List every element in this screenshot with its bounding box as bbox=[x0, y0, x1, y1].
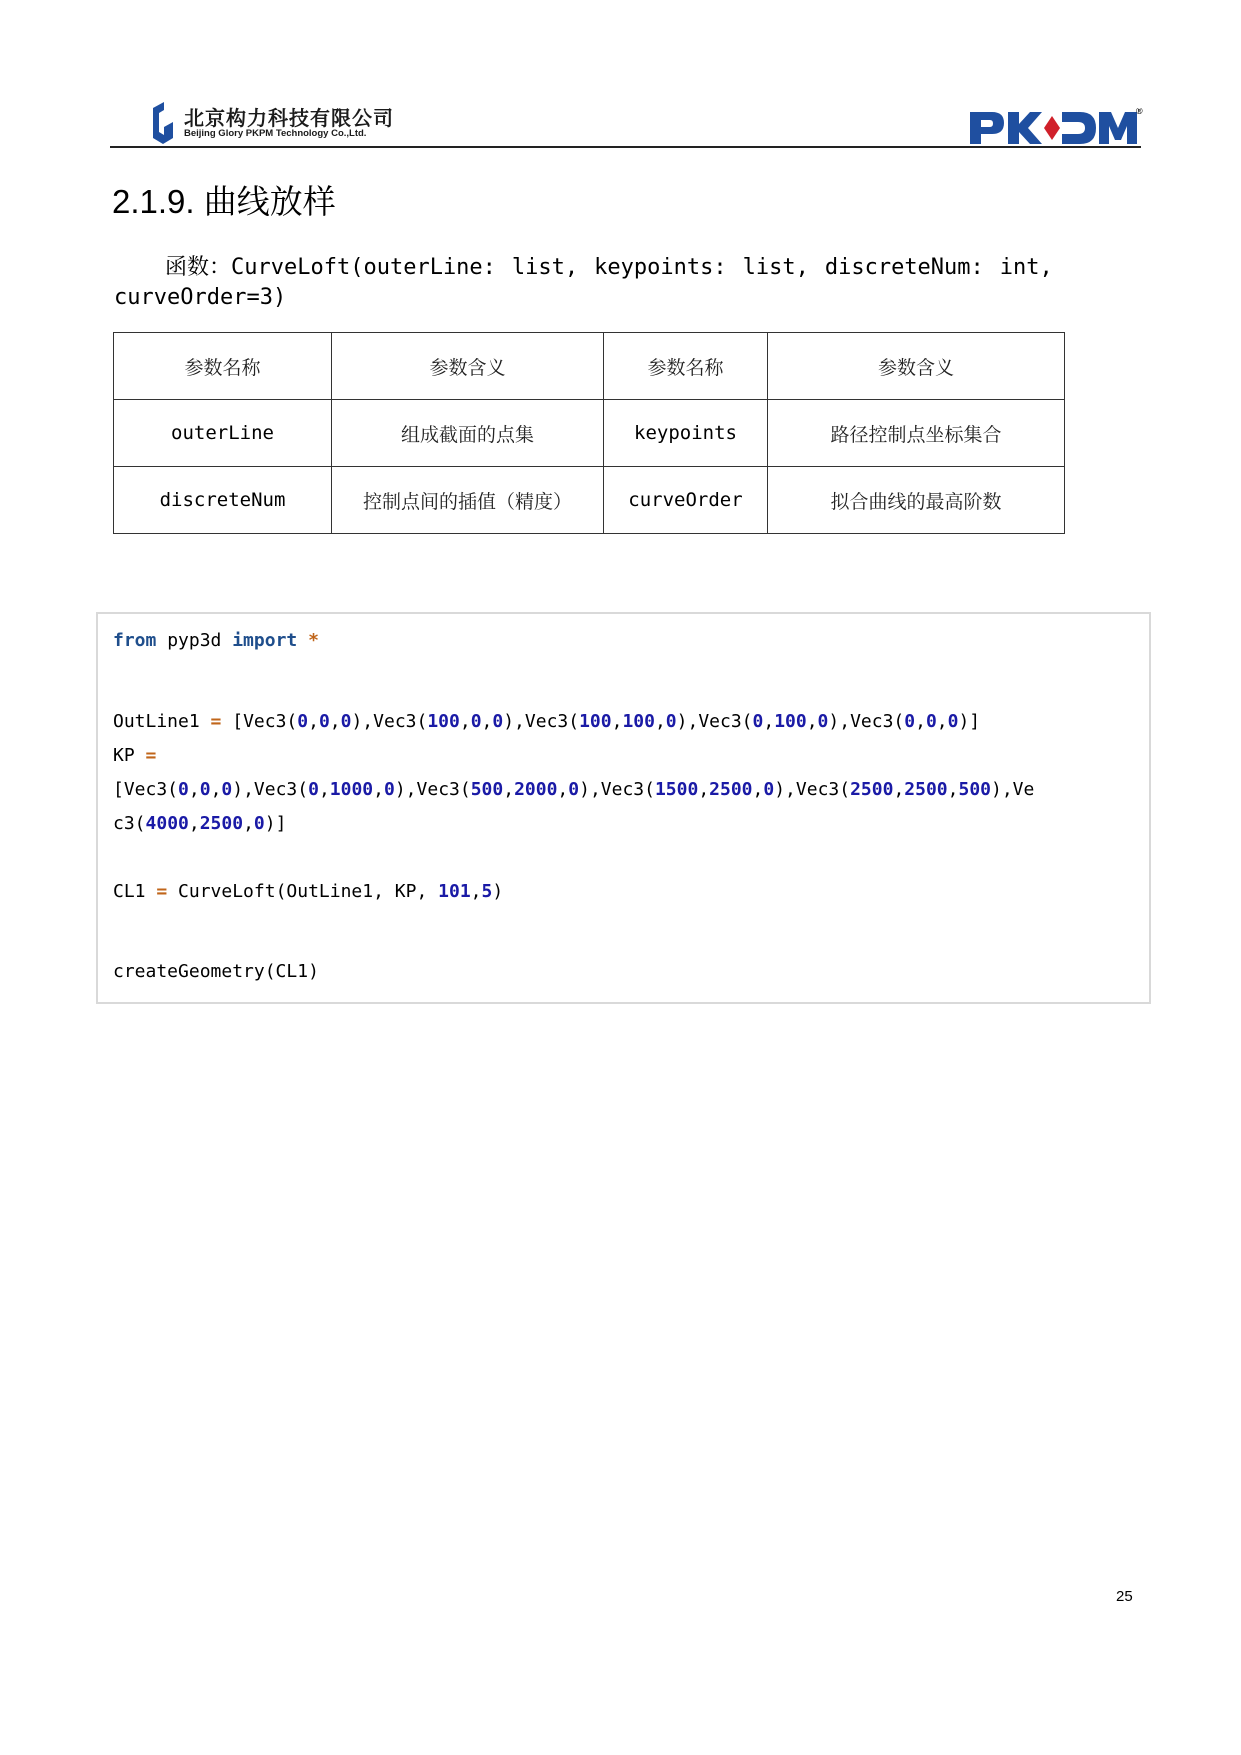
param-desc-cell: 拟合曲线的最高阶数 bbox=[768, 467, 1065, 534]
code-line: [Vec3(0,0,0),Vec3(0,1000,0),Vec3(500,2000,0),Vec3(1500,2500,0),Vec3(2500,2500,500),Ve bbox=[113, 779, 1035, 800]
table-header-cell: 参数名称 bbox=[114, 333, 332, 400]
parameter-table bbox=[113, 332, 1065, 534]
company-logo bbox=[150, 100, 420, 146]
code-line: createGeometry(CL1) bbox=[113, 961, 319, 982]
param-name-cell: outerLine bbox=[114, 400, 332, 467]
function-signature-line-1: 函数：CurveLoft(outerLine: list, keypoints: list, discreteNum: int, bbox=[165, 255, 1053, 280]
page-number: 25 bbox=[1116, 1588, 1133, 1605]
table-row bbox=[114, 400, 1065, 467]
param-desc-cell: 路径控制点坐标集合 bbox=[768, 400, 1065, 467]
code-line: KP = bbox=[113, 745, 157, 766]
header-rule bbox=[110, 146, 1141, 148]
svg-text:®: ® bbox=[1136, 108, 1143, 116]
table-header-cell: 参数含义 bbox=[768, 333, 1065, 400]
company-logo-mark-icon bbox=[150, 102, 176, 144]
param-desc-cell: 控制点间的插值（精度） bbox=[332, 467, 604, 534]
section-title: 曲线放样 bbox=[203, 183, 336, 220]
company-name-cn: 北京构力科技有限公司 bbox=[184, 106, 394, 130]
section-heading bbox=[112, 176, 336, 223]
code-line: c3(4000,2500,0)] bbox=[113, 813, 287, 834]
code-line: from pyp3d import * bbox=[113, 630, 319, 651]
code-line: OutLine1 = [Vec3(0,0,0),Vec3(100,0,0),Vec3(100,100,0),Vec3(0,100,0),Vec3(0,0,0)] bbox=[113, 711, 981, 732]
param-name-cell: curveOrder bbox=[604, 467, 768, 534]
section-number: 2.1.9. bbox=[112, 183, 195, 220]
code-block bbox=[96, 612, 1151, 1004]
param-desc-cell: 组成截面的点集 bbox=[332, 400, 604, 467]
table-header-cell: 参数名称 bbox=[604, 333, 768, 400]
table-header-cell: 参数含义 bbox=[332, 333, 604, 400]
table-header-row bbox=[114, 333, 1065, 400]
table-row bbox=[114, 467, 1065, 534]
function-signature-line-2: curveOrder=3) bbox=[114, 285, 287, 310]
function-label: 函数： bbox=[165, 255, 232, 280]
code-line: CL1 = CurveLoft(OutLine1, KP, 101,5) bbox=[113, 881, 504, 902]
pkpm-logo-icon bbox=[968, 108, 1143, 148]
param-name-cell: keypoints bbox=[604, 400, 768, 467]
company-name-en: Beijing Glory PKPM Technology Co.,Ltd. bbox=[184, 128, 367, 139]
param-name-cell: discreteNum bbox=[114, 467, 332, 534]
